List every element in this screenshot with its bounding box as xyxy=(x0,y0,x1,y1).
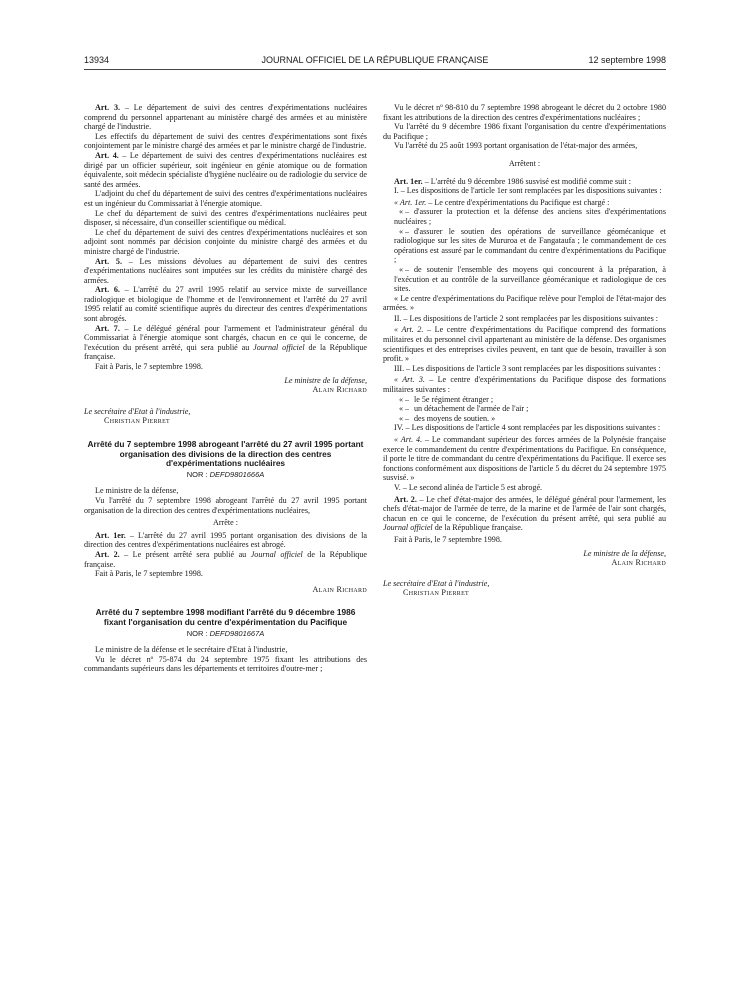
decree-title: Arrêté du 7 septembre 1998 abrogeant l'arrêté du 27 avril 1995 portant organisation des divisions de la direction des centres d'expérimentations nucléaires xyxy=(87,439,364,469)
section-v: V. – Le second alinéa de l'article 5 est abrogé. xyxy=(394,482,543,492)
list-item: « – un détachement de l'armée de l'air ; xyxy=(398,404,529,414)
article-3-paragraph: Les effectifs du département de suivi des centres d'expérimentations sont fixés conjointement par le ministre chargé des armées et par le ministre chargé de l'industrie. xyxy=(84,131,367,151)
list-item: « – le 5e régiment étranger ; xyxy=(398,394,494,404)
nor-reference: NOR : DEFD9801667A xyxy=(186,628,265,638)
secretary-title: Le secrétaire d'Etat à l'industrie, xyxy=(84,406,191,416)
minister-signature: Alain Richard xyxy=(611,558,666,568)
done-at-paris: Fait à Paris, le 7 septembre 1998. xyxy=(95,569,203,579)
quoted-article-1-end: « Le centre d'expérimentations du Pacifique relève pour l'emploi de l'état-major des armées. » xyxy=(383,293,666,313)
list-item: « – de soutenir l'ensemble des moyens qui concourent à la préparation, à l'exécution et au contrôle de la surveillance géomécanique et radiologique de ces sites. xyxy=(394,264,666,294)
quoted-article-2: « Art. 2. – Le centre d'expérimentations du Pacifique comprend des formations militaires et du personnel civil appartenant au ministère de la défense. Des organismes scientifiques et des entreprises civiles peuvent, en tant que de besoin, travailler à son profit. » xyxy=(383,325,666,364)
quoted-article-3: « Art. 3. – Le centre d'expérimentations du Pacifique dispose des formations militaires suivantes : xyxy=(383,375,666,395)
article-4-paragraph: Le chef du département de suivi des centres d'expérimentations nucléaires peut disposer, si nécessaire, d'un conseiller scientifique ou médical. xyxy=(84,208,367,228)
secretary-signature: Christian Pierret xyxy=(403,588,470,598)
article-3: Art. 3. – Le département de suivi des centres d'expérimentations nucléaires comprend du personnel appartenant au ministère chargé des armées et au ministère chargé de l'industrie. xyxy=(84,103,367,132)
article-2: Art. 2. – Le présent arrêté sera publié au Journal officiel de la République française. xyxy=(84,549,367,569)
nor-reference: NOR : DEFD9801666A xyxy=(186,469,265,479)
right-column xyxy=(383,103,666,598)
article-4-paragraph: Le chef du département de suivi des centres d'expérimentations nucléaires et son adjoint sont nommés par décision conjointe du ministre chargé des armées et du ministre chargé de l'industrie. xyxy=(84,227,367,256)
article-1: Art. 1er. – L'arrêté du 9 décembre 1986 susvisé est modifié comme suit : xyxy=(394,176,631,186)
preamble: Vu l'arrêté du 7 septembre 1998 abrogeant l'arrêté du 27 avril 1995 portant organisation de la direction des centres d'expérimentations nucléaires, xyxy=(84,495,367,515)
quoted-article-1: « Art. 1er. – Le centre d'expérimentations du Pacifique est chargé : xyxy=(394,197,610,207)
page-number: 13934 xyxy=(84,55,110,65)
section-i: I. – Les dispositions de l'article 1er sont remplacées par les dispositions suivantes : xyxy=(394,186,662,196)
section-iv: IV. – Les dispositions de l'article 4 sont remplacées par les dispositions suivantes : xyxy=(394,423,661,433)
secretary-title: Le secrétaire d'Etat à l'industrie, xyxy=(383,578,490,588)
minister-title: Le ministre de la défense, xyxy=(583,548,666,558)
secretary-signature: Christian Pierret xyxy=(104,416,171,426)
article-6: Art. 6. – L'arrêté du 27 avril 1995 relatif au service mixte de surveillance radiologique et biologique de l'homme et de l'environnement et l'arrêté du 27 avril 1995 relatif au comité scientifique auprès du directeur des centres d'expérimentations sont abrogés. xyxy=(84,285,368,324)
section-iii: III. – Les dispositions de l'article 3 sont remplacées par les dispositions suivantes : xyxy=(394,363,661,373)
preamble: Vu le décret nº 75-874 du 24 septembre 1975 fixant les attributions des commandants supérieurs dans les départements et territoires d'outre-mer ; xyxy=(84,654,367,674)
preamble: Le ministre de la défense et le secrétaire d'Etat à l'industrie, xyxy=(95,645,288,655)
decree-title: Arrêté du 7 septembre 1998 modifiant l'arrêté du 9 décembre 1986 fixant l'organisation du centre d'expérimentation du Pacifique xyxy=(95,607,356,627)
minister-signature: Alain Richard xyxy=(312,385,367,395)
article-5: Art. 5. – Les missions dévolues au département de suivi des centres d'expérimentations nucléaires sont imputées sur les crédits du ministère chargé des armées. xyxy=(84,256,367,285)
article-7: Art. 7. – Le délégué général pour l'armement et l'administrateur général du Commissariat à l'énergie atomique sont chargés, chacun en ce qui le concerne, de l'exécution du présent arrêté, qui sera publié au Journal officiel de la République française. xyxy=(84,323,367,362)
section-ii: II. – Les dispositions de l'article 2 sont remplacées par les dispositions suivantes : xyxy=(394,313,659,323)
article-4: Art. 4. – Le département de suivi des centres d'expérimentations nucléaires est dirigé par un officier supérieur, soit ingénieur en génie atomique ou de formation équivalente, soit médecin spécialiste d'hygiène nucléaire ou de radiologie du service de santé des armées. xyxy=(84,150,367,189)
minister-signature: Alain Richard xyxy=(312,584,367,594)
article-1: Art. 1er. – L'arrêté du 27 avril 1995 portant organisation des divisions de la direction des centres d'expérimentations nucléaires est abrogé. xyxy=(84,530,367,550)
header-rule xyxy=(84,69,666,70)
preamble: Le ministre de la défense, xyxy=(95,486,179,496)
done-at-paris: Fait à Paris, le 7 septembre 1998. xyxy=(95,362,203,372)
journal-title: JOURNAL OFFICIEL DE LA RÉPUBLIQUE FRANÇAISE xyxy=(261,55,489,65)
page-header xyxy=(84,55,666,69)
list-item: « – des moyens de soutien. » xyxy=(398,413,496,423)
quoted-article-4: « Art. 4. – Le commandant supérieur des forces armées de la Polynésie française exerce le commandement du centre d'expérimentations du Pacifique. En conséquence, il porte le titre de commandant du centre d'expérimentations du Pacifique. Il exerce ses fonctions conformément aux dispositions de l'article 5 du décret du 24 septembre 1975 susvisé. » xyxy=(383,435,666,483)
list-item: « – d'assurer le soutien des opérations de surveillance géomécanique et radiologique sur les sites de Mururoa et de Fangataufa ; le commandement de ces opérations est assuré par le commandant du centre d'expérimentations du Pacifique ; xyxy=(394,226,666,265)
issue-date: 12 septembre 1998 xyxy=(588,55,666,65)
arrete-label: Arrête : xyxy=(213,518,238,528)
done-at-paris: Fait à Paris, le 7 septembre 1998. xyxy=(394,534,502,544)
preamble: Vu l'arrêté du 25 août 1993 portant organisation de l'état-major des armées, xyxy=(394,141,638,151)
article-4-paragraph: L'adjoint du chef du département de suivi des centres d'expérimentations nucléaires est un ingénieur du Commissariat à l'énergie atomique. xyxy=(84,189,367,208)
left-column xyxy=(84,103,367,674)
preamble: Vu l'arrêté du 9 décembre 1986 fixant l'organisation du centre d'expérimentations du Pacifique ; xyxy=(383,122,666,141)
article-2: Art. 2. – Le chef d'état-major des armées, le délégué général pour l'armement, les chefs d'état-major de l'armée de terre, de la marine et de l'armée de l'air sont chargés, chacun en ce qui le concerne, de l'exécution du présent arrêté, qui sera publié au Journal officiel de la République française. xyxy=(383,494,666,533)
preamble: Vu le décret nº 98-810 du 7 septembre 1998 abrogeant le décret du 2 octobre 1980 fixant les attributions de la direction des centres d'expérimentations nucléaires ; xyxy=(383,103,666,122)
minister-title: Le ministre de la défense, xyxy=(284,375,367,385)
arretent-label: Arrêtent : xyxy=(508,158,541,168)
list-item: « – d'assurer la protection et la défense des anciens sites d'expérimentations nucléaires ; xyxy=(394,207,666,226)
